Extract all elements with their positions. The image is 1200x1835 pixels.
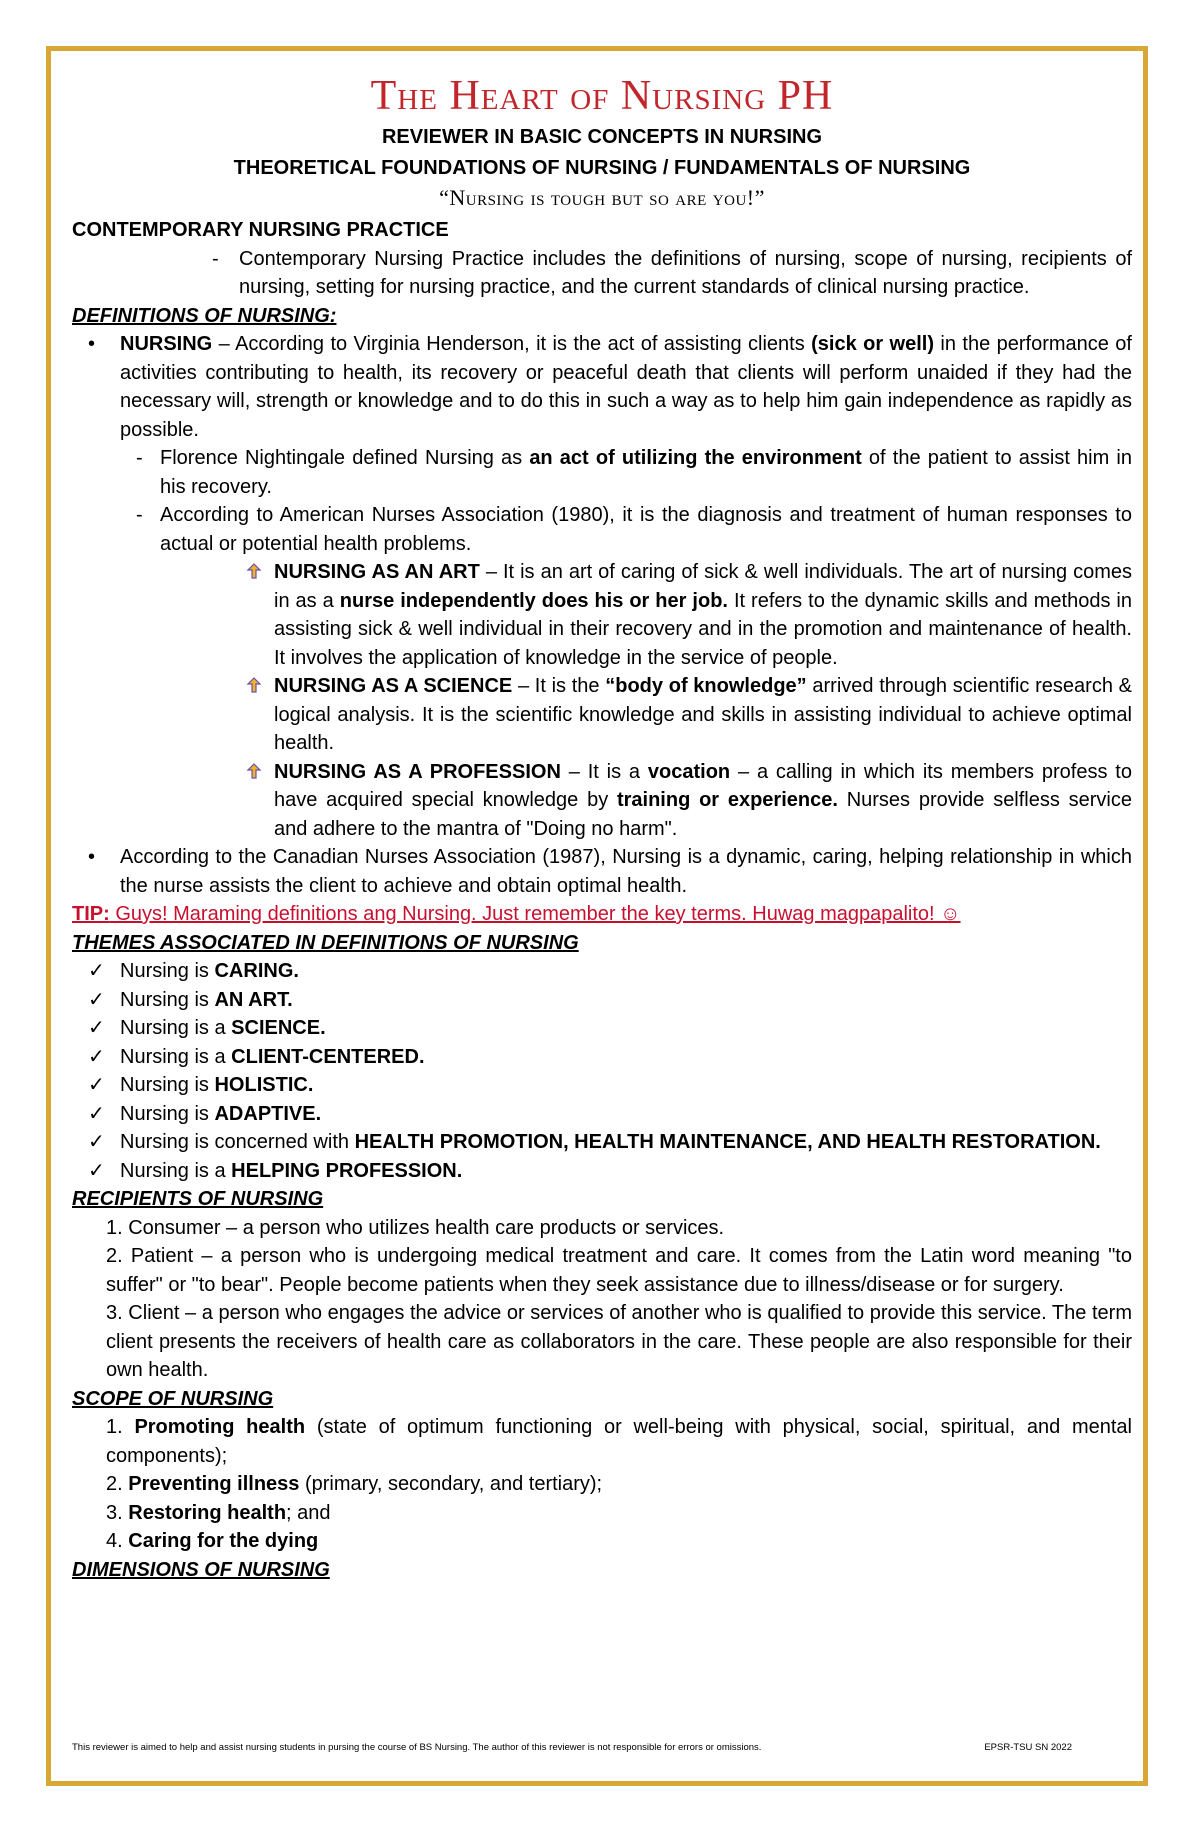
list-item: ✓ Nursing is a CLIENT-CENTERED. <box>72 1043 1132 1072</box>
list-item: ✓ Nursing is concerned with HEALTH PROMOTION, HEALTH MAINTENANCE, AND HEALTH RESTORATION. <box>72 1128 1132 1157</box>
arrow-bullet-icon <box>246 758 274 844</box>
checkmark-icon: ✓ <box>88 988 105 1011</box>
footer-code: EPSR-TSU SN 2022 <box>984 1742 1072 1753</box>
checkmark-icon: ✓ <box>88 960 105 982</box>
canadian-text: According to the Canadian Nurses Association (1987), Nursing is a dynamic, caring, helping relationship in which the nurse assists the client to achieve and obtain optimal health. <box>120 846 1132 897</box>
checkmark-icon: ✓ <box>88 1131 105 1153</box>
henderson-text: NURSING – According to Virginia Henderson, it is the act of assisting clients (sick or well) in the performance of activities contributing to health, its recovery or peaceful death that clients will perform unaided if they had the necessary will, strength or knowledge and to do this in such a way as to help him gain independence as rapidly as possible. <box>120 333 1132 441</box>
list-item: ✓ Nursing is HOLISTIC. <box>72 1071 1132 1100</box>
list-item: 2. Preventing illness (primary, secondary, and tertiary); <box>106 1473 603 1495</box>
profession-item <box>72 758 1132 844</box>
science-text: NURSING AS A SCIENCE – It is the “body of knowledge” arrived through scientific research & logical analysis. It is the scientific knowledge and skills in assisting individual to achieve optimal health. <box>274 675 1132 754</box>
themes-list <box>72 957 1132 1185</box>
list-item: 4. Caring for the dying <box>106 1530 319 1552</box>
list-item: ✓ Nursing is a SCIENCE. <box>72 1014 1132 1043</box>
science-item <box>72 672 1132 758</box>
list-item: ✓ Nursing is a HELPING PROFESSION. <box>72 1157 1132 1186</box>
list-item: ✓ Nursing is ADAPTIVE. <box>72 1100 1132 1129</box>
checkmark-icon: ✓ <box>88 1102 105 1125</box>
art-text: NURSING AS AN ART – It is an art of caring of sick & well individuals. The art of nursing comes in as a nurse independently does his or her job. It refers to the dynamic skills and methods in assisting sick & well individual in their recovery and in the promotion and maintenance of health. It involves the application of knowledge in the service of people. <box>274 561 1132 669</box>
definitions-heading: DEFINITIONS OF NURSING: <box>72 304 337 327</box>
contemporary-heading: CONTEMPORARY NURSING PRACTICE <box>72 219 449 241</box>
profession-text: NURSING AS A PROFESSION – It is a vocation – a calling in which its members profess to have acquired special knowledge by training or experience. Nurses provide selfless service and adhere to the mantra of "Doing no harm". <box>274 760 1133 840</box>
tip-line <box>72 900 1132 929</box>
ana-text: According to American Nurses Association (1980), it is the diagnosis and treatment of human responses to actual or potential health problems. <box>160 504 1132 555</box>
footer <box>72 1742 1092 1754</box>
themes-heading: THEMES ASSOCIATED IN DEFINITIONS OF NURSING <box>72 931 579 954</box>
recipients-heading: RECIPIENTS OF NURSING <box>72 1188 324 1210</box>
art-item <box>72 558 1132 672</box>
dash-marker: - <box>136 504 143 526</box>
list-item: 3. Client – a person who engages the advice or services of another who is qualified to provide this service. The term client presents the receivers of health care as collaborators in the care. These people are also responsible for their own health. <box>106 1302 1132 1381</box>
recipients-list <box>72 1214 1132 1385</box>
brand-title: The Heart of Nursing PH <box>370 73 834 119</box>
reviewer-title: REVIEWER IN BASIC CONCEPTS IN NURSING <box>381 126 823 148</box>
henderson-item <box>72 330 1132 444</box>
contemporary-text: Contemporary Nursing Practice includes the definitions of nursing, scope of nursing, recipients of nursing, setting for nursing practice, and the current standards of clinical nursing practice. <box>239 247 1132 298</box>
list-item: ✓ Nursing is AN ART. <box>72 986 1132 1015</box>
list-item: 3. Restoring health; and <box>106 1501 331 1524</box>
arrow-bullet-icon <box>246 558 274 672</box>
dash-marker: - <box>212 247 219 270</box>
tip-label: TIP: <box>72 903 110 925</box>
subtitle: THEORETICAL FOUNDATIONS OF NURSING / FUNDAMENTALS OF NURSING <box>233 157 971 179</box>
checkmark-icon: ✓ <box>88 1074 105 1096</box>
scope-heading: SCOPE OF NURSING <box>72 1387 274 1410</box>
footer-disclaimer: This reviewer is aimed to help and assist nursing students in pursing the course of BS Nursing. The author of this reviewer is not responsible for errors or omissions. <box>72 1742 762 1753</box>
list-item: ✓ Nursing is CARING. <box>72 957 1132 986</box>
dash-marker: - <box>136 447 143 469</box>
list-item: 1. Consumer – a person who utilizes health care products or services. <box>106 1216 725 1239</box>
checkmark-icon: ✓ <box>88 1159 105 1182</box>
contemporary-item <box>72 245 1132 302</box>
canadian-item <box>72 843 1132 900</box>
list-item: 2. Patient – a person who is undergoing medical treatment and care. It comes from the Latin word meaning "to suffer" or "to bear". People become patients when they seek assistance due to illness/disease or for surgery. <box>106 1245 1132 1296</box>
document-body <box>72 70 1132 1584</box>
nightingale-text: Florence Nightingale defined Nursing as an act of utilizing the environment of the patient to assist him in his recovery. <box>160 447 1132 498</box>
bullet-icon: • <box>88 333 96 355</box>
ana-item <box>72 501 1132 558</box>
motto: “Nursing is tough but so are you!” <box>439 185 765 210</box>
dimensions-heading: DIMENSIONS OF NURSING <box>72 1558 330 1581</box>
bullet-icon: • <box>88 846 96 868</box>
checkmark-icon: ✓ <box>88 1017 105 1039</box>
tip-text: Guys! Maraming definitions ang Nursing. Just remember the key terms. Huwag magpapalito! ☺ <box>109 903 961 925</box>
nightingale-item <box>72 444 1132 501</box>
scope-list <box>72 1413 1132 1556</box>
arrow-bullet-icon <box>246 672 274 758</box>
list-item: 1. Promoting health (state of optimum functioning or well-being with physical, social, spiritual, and mental components); <box>106 1416 1132 1467</box>
checkmark-icon: ✓ <box>88 1045 105 1068</box>
